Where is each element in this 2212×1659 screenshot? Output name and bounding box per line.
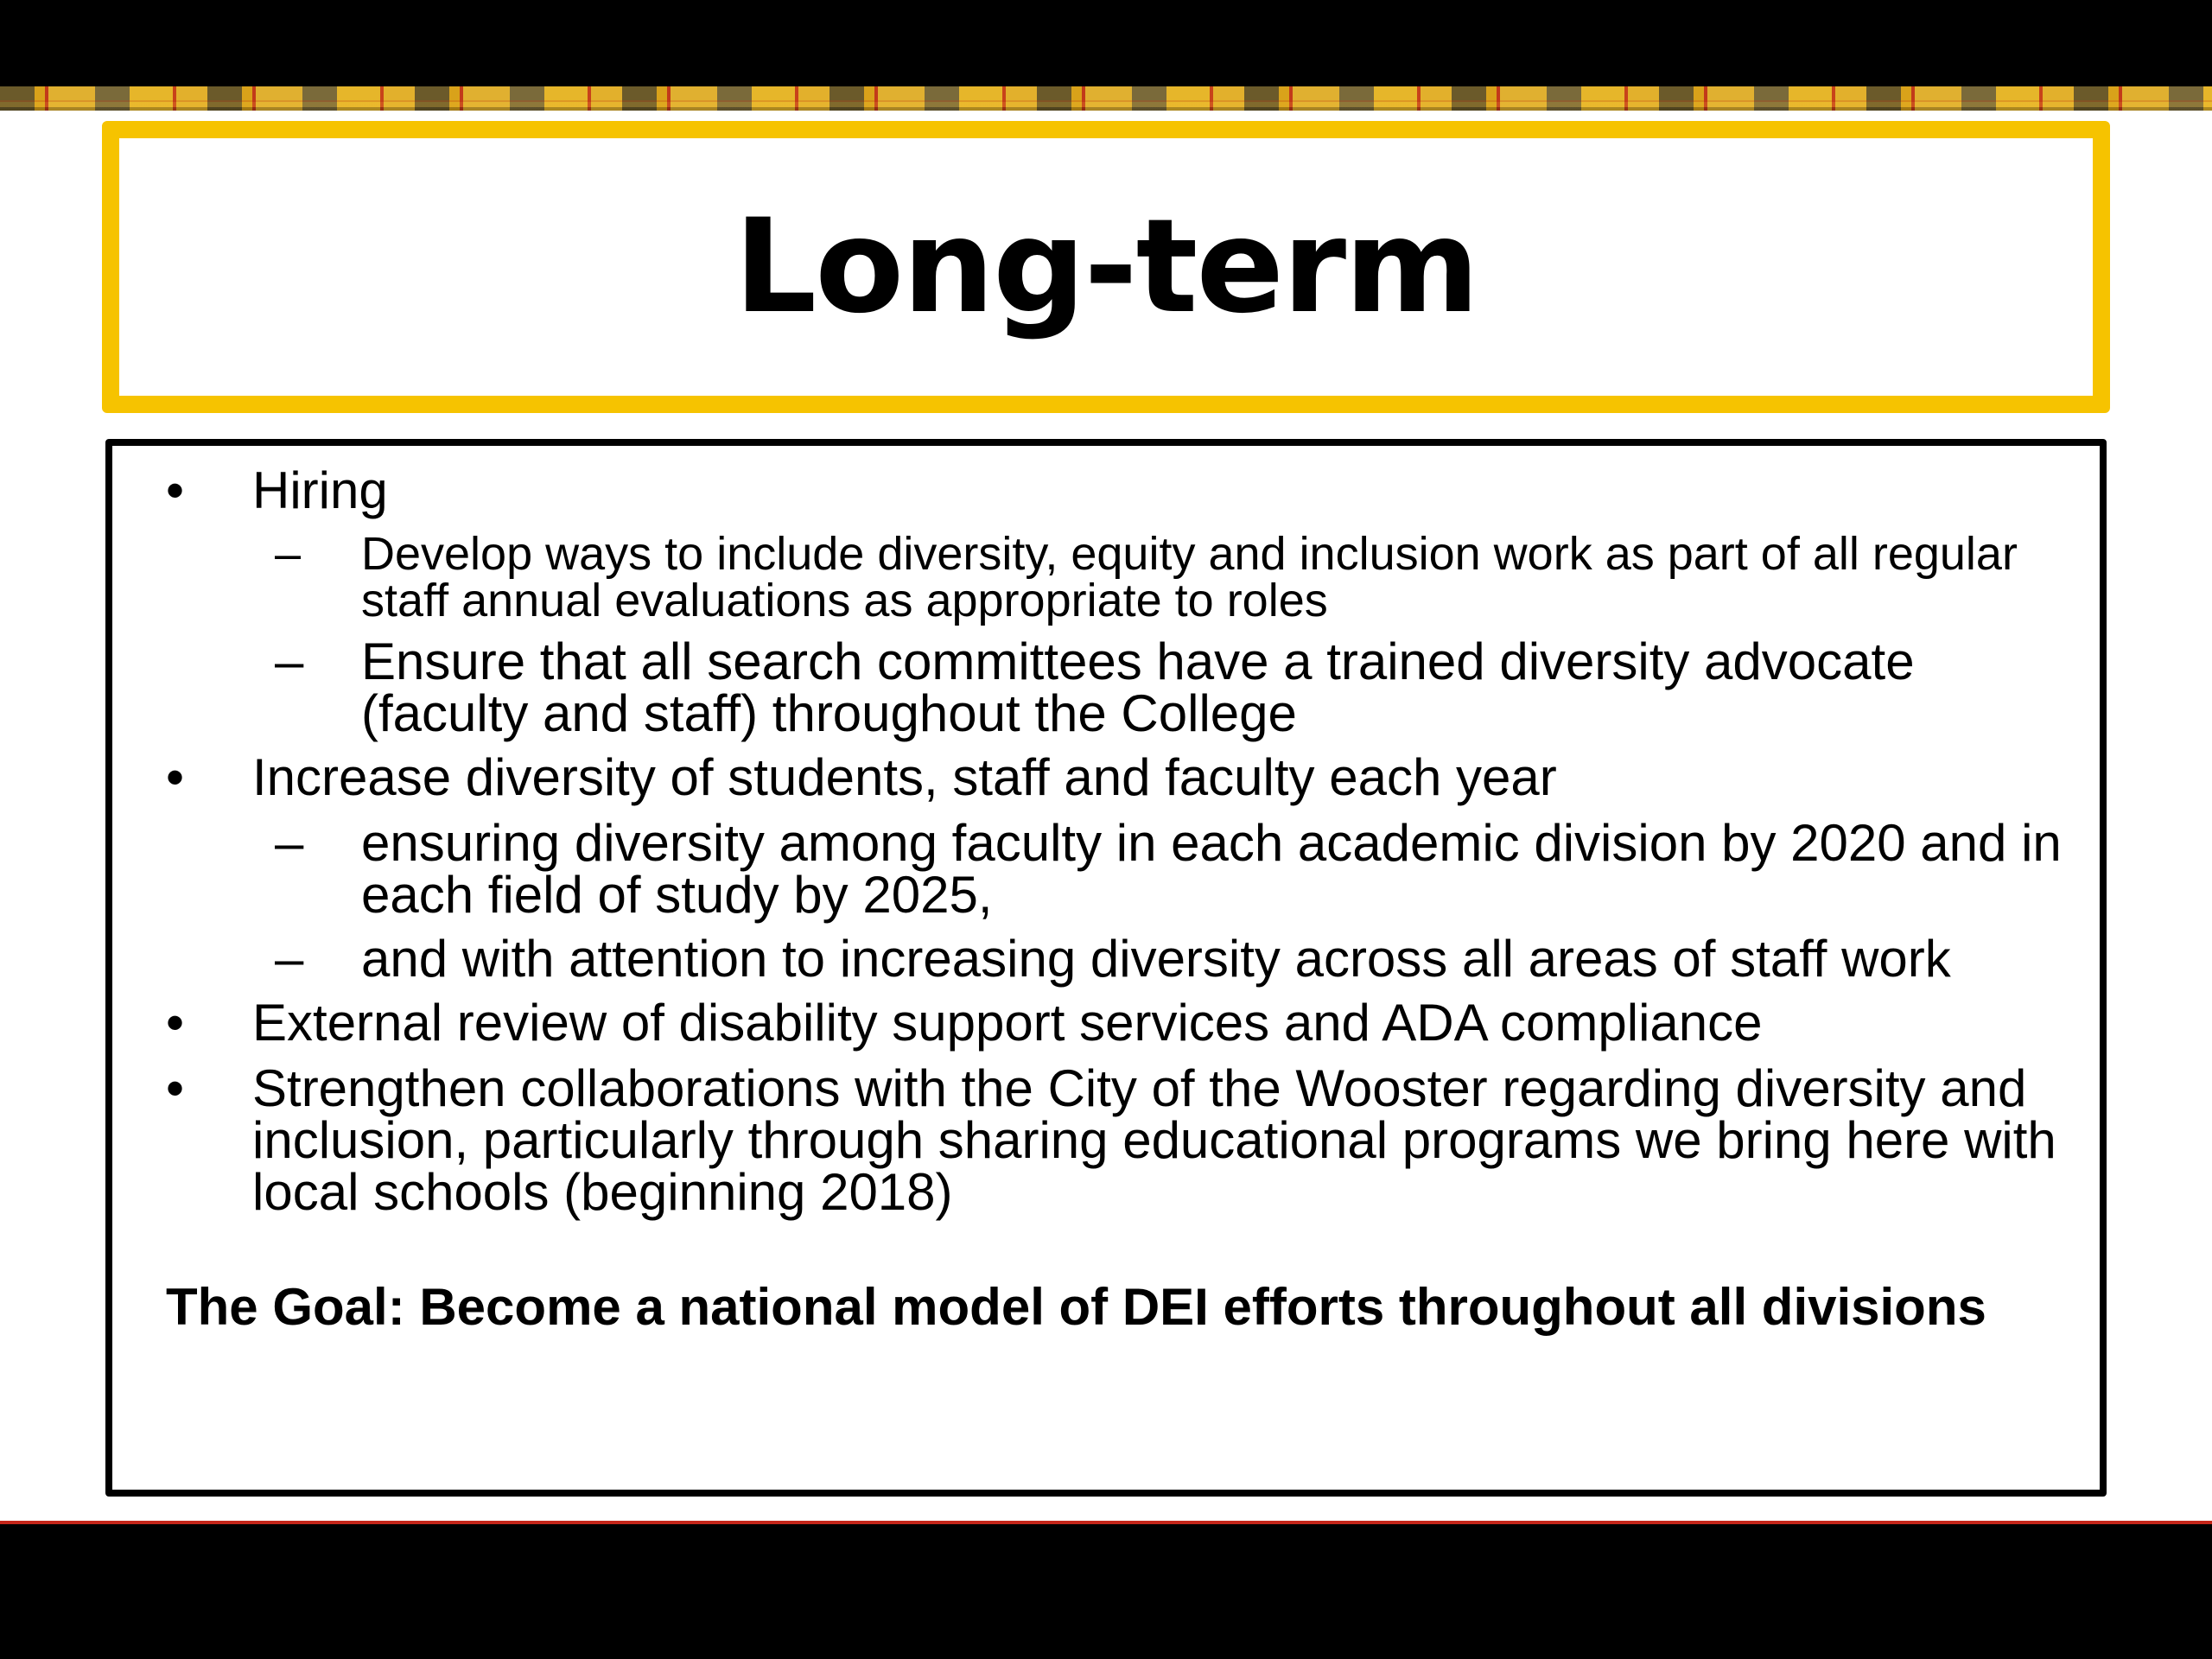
bullet-item [166, 1059, 2093, 1221]
bullet-text: Hiring [252, 461, 388, 519]
title-box [102, 121, 2110, 413]
sub-bullet-item [166, 632, 2093, 742]
sub-bullet-text: ensuring diversity among faculty in each academic division by 2020 and in each field of study by 2025, [361, 814, 2062, 924]
dash-icon: – [275, 632, 304, 690]
bottom-black-bar [0, 1521, 2212, 1659]
dash-icon: – [275, 528, 302, 580]
dash-icon: – [275, 814, 304, 872]
sub-bullet-item [166, 930, 2093, 988]
sub-bullet-text: Develop ways to include diversity, equity and inclusion work as part of all regular staff annual evaluations as appropriate to roles [361, 528, 2018, 626]
sub-bullet-text: Ensure that all search committees have a trained diversity advocate (faculty and staff) throughout the College [361, 632, 1915, 742]
bullet-text: Increase diversity of students, staff and faculty each year [252, 748, 1557, 806]
bullet-list [166, 461, 2093, 1336]
plaid-decorative-strip [0, 86, 2212, 111]
sub-bullet-text: and with attention to increasing diversity across all areas of staff work [361, 930, 1951, 988]
bullet-item [166, 994, 2093, 1052]
bullet-dot-icon: • [166, 461, 185, 519]
content-box [105, 439, 2107, 1497]
dash-icon: – [275, 930, 304, 988]
bullet-dot-icon: • [166, 748, 185, 806]
bullet-dot-icon: • [166, 1059, 185, 1117]
bullet-text: External review of disability support services and ADA compliance [252, 994, 1763, 1052]
slide-title: Long-term [734, 192, 1478, 342]
bullet-dot-icon: • [166, 994, 185, 1052]
sub-bullet-item [166, 814, 2093, 924]
bullet-item [166, 461, 2093, 519]
top-black-bar [0, 0, 2212, 86]
bullet-item [166, 748, 2093, 806]
bullet-text: Strengthen collaborations with the City of the Wooster regarding diversity and inclusion, particularly through sharing educational programs we bring here with local schools (beginning 2018) [252, 1059, 2056, 1221]
sub-bullet-item [166, 528, 2093, 626]
goal-statement: The Goal: Become a national model of DEI efforts throughout all divisions [166, 1278, 1986, 1336]
